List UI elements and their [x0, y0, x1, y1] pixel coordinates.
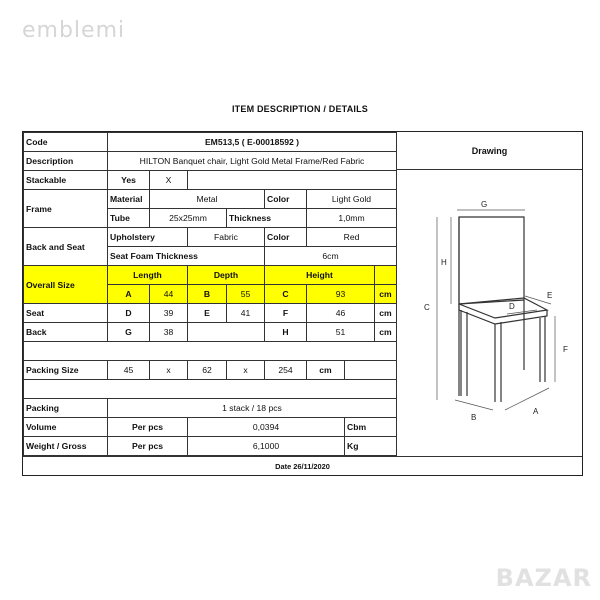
weight-value: 6,1000	[188, 437, 345, 456]
dim-label-d: D	[509, 302, 515, 311]
dim-label-e: E	[547, 291, 553, 300]
frame-color: Light Gold	[307, 190, 397, 209]
dim-unit: cm	[375, 285, 397, 304]
dim-letter: G	[108, 323, 150, 342]
pack-x: x	[150, 361, 188, 380]
per-pcs: Per pcs	[108, 418, 188, 437]
frame-color-label: Color	[265, 190, 307, 209]
dim-unit: cm	[375, 323, 397, 342]
dim-letter: C	[265, 285, 307, 304]
table-row	[24, 152, 397, 171]
dim-value: 55	[227, 285, 265, 304]
row-label: Seat	[24, 304, 108, 323]
watermark-text: emblemi	[22, 18, 126, 43]
dim-label-h: H	[441, 258, 447, 267]
table-row	[24, 361, 397, 380]
dim-letter: F	[265, 304, 307, 323]
spec-table	[23, 132, 397, 456]
foam-label: Seat Foam Thickness	[108, 247, 265, 266]
dim-label-b: B	[471, 413, 477, 422]
dim-letter: H	[265, 323, 307, 342]
pack-dim: 254	[265, 361, 307, 380]
table-row	[24, 190, 397, 209]
dim-value: 44	[150, 285, 188, 304]
dim-label-f: F	[563, 345, 568, 354]
weight-unit: Kg	[345, 437, 397, 456]
row-label: Frame	[24, 190, 108, 228]
row-label: Back and Seat	[24, 228, 108, 266]
upholstery-label: Upholstery	[108, 228, 188, 247]
table-row	[24, 437, 397, 456]
date-footer: Date 26/11/2020	[23, 456, 582, 475]
row-label: Packing	[24, 399, 108, 418]
frame-tube: 25x25mm	[150, 209, 227, 228]
frame-material: Metal	[150, 190, 265, 209]
pack-dim: 45	[108, 361, 150, 380]
dim-label-a: A	[533, 407, 539, 416]
table-row	[24, 304, 397, 323]
row-label: Overall Size	[24, 266, 108, 304]
stackable-mark: X	[150, 171, 188, 190]
dim-letter: B	[188, 285, 227, 304]
frame-tube-label: Tube	[108, 209, 150, 228]
pack-unit: cm	[307, 361, 345, 380]
dim-value: 93	[307, 285, 375, 304]
dim-letter: E	[188, 304, 227, 323]
table-row	[24, 228, 397, 247]
row-label: Packing Size	[24, 361, 108, 380]
row-label: Description	[24, 152, 108, 171]
table-row	[24, 323, 397, 342]
frame-thickness-label: Thickness	[227, 209, 307, 228]
dim-value: 38	[150, 323, 188, 342]
per-pcs: Per pcs	[108, 437, 188, 456]
dim-letter: A	[108, 285, 150, 304]
dim-value: 39	[150, 304, 188, 323]
drawing-title: Drawing	[397, 132, 582, 170]
table-row	[24, 171, 397, 190]
row-label: Weight / Gross	[24, 437, 108, 456]
pack-dim: 62	[188, 361, 227, 380]
upholstery-color-label: Color	[265, 228, 307, 247]
table-row	[24, 133, 397, 152]
frame-thickness: 1,0mm	[307, 209, 397, 228]
row-label: Back	[24, 323, 108, 342]
volume-value: 0,0394	[188, 418, 345, 437]
dim-unit: cm	[375, 304, 397, 323]
bazar-logo: BAZAR	[495, 564, 592, 592]
dim-label-g: G	[481, 200, 488, 209]
row-label: Code	[24, 133, 108, 152]
length-header: Length	[108, 266, 188, 285]
dim-value: 46	[307, 304, 375, 323]
pack-x: x	[227, 361, 265, 380]
row-label: Volume	[24, 418, 108, 437]
spec-sheet	[22, 131, 583, 476]
foam-value: 6cm	[265, 247, 397, 266]
code-value: EM513,5 ( E-00018592 )	[108, 133, 397, 152]
upholstery-value: Fabric	[188, 228, 265, 247]
page-title: ITEM DESCRIPTION / DETAILS	[231, 104, 369, 114]
depth-header: Depth	[188, 266, 265, 285]
dim-letter: D	[108, 304, 150, 323]
volume-unit: Cbm	[345, 418, 397, 437]
table-row	[24, 418, 397, 437]
table-row	[24, 399, 397, 418]
packing-value: 1 stack / 18 pcs	[108, 399, 397, 418]
drawing-panel	[396, 132, 582, 457]
row-label: Stackable	[24, 171, 108, 190]
dim-label-c: C	[424, 303, 430, 312]
description-value: HILTON Banquet chair, Light Gold Metal Frame/Red Fabric	[108, 152, 397, 171]
table-row	[24, 266, 397, 285]
stackable-yes: Yes	[108, 171, 150, 190]
upholstery-color: Red	[307, 228, 397, 247]
frame-material-label: Material	[108, 190, 150, 209]
dim-value: 41	[227, 304, 265, 323]
chair-drawing	[397, 170, 583, 457]
height-header: Height	[265, 266, 375, 285]
dim-value: 51	[307, 323, 375, 342]
